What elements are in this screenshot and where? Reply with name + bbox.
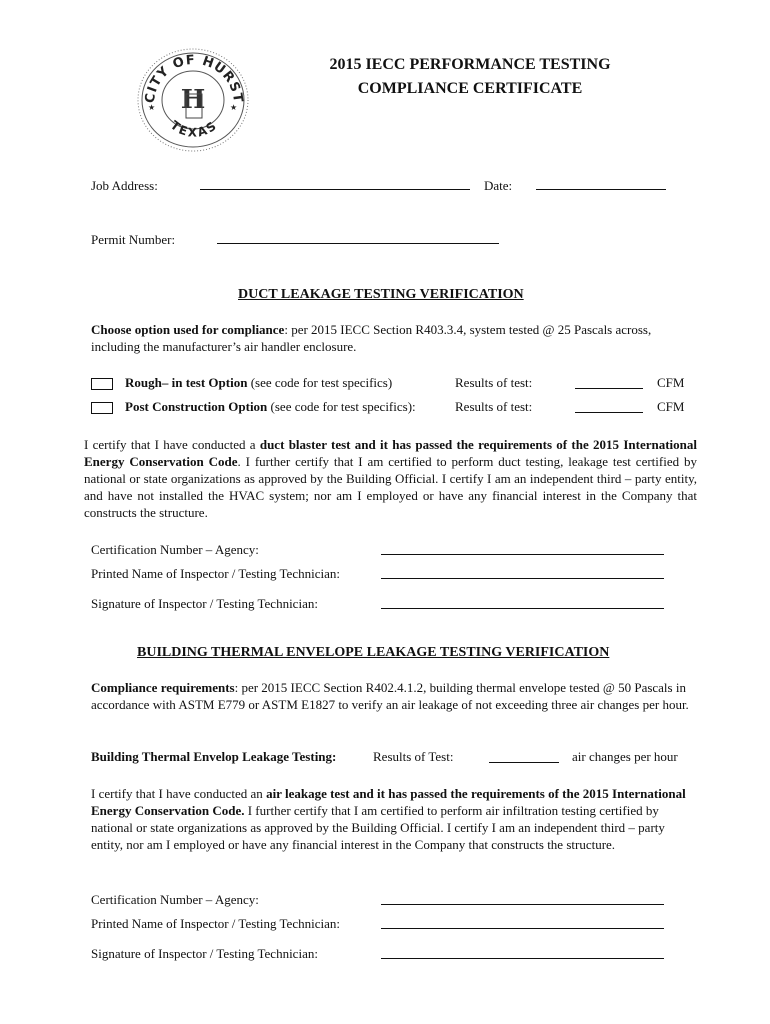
duct-printed-name-field[interactable]	[381, 578, 664, 579]
envelope-signature-label: Signature of Inspector / Testing Technician:	[91, 946, 318, 961]
date-label: Date:	[484, 178, 513, 193]
permit-number-label: Permit Number:	[91, 232, 176, 247]
city-seal-logo	[134, 46, 252, 154]
duct-signature-label: Signature of Inspector / Testing Technician:	[91, 596, 318, 611]
duct-signature-field[interactable]	[381, 608, 664, 609]
job-address-label: Job Address:	[91, 178, 158, 193]
post-construction-results-label: Results of test:	[455, 399, 533, 414]
svg-text:H: H	[180, 85, 206, 115]
duct-printed-name-label: Printed Name of Inspector / Testing Technician:	[91, 566, 340, 581]
duct-certification-number-label: Certification Number – Agency:	[91, 542, 259, 557]
rough-in-results-label: Results of test:	[455, 375, 533, 390]
page-title-line2: COMPLIANCE CERTIFICATE	[357, 80, 583, 97]
duct-section-heading: DUCT LEAKAGE TESTING VERIFICATION	[238, 287, 524, 302]
envelope-unit: air changes per hour	[572, 749, 678, 764]
duct-certification-statement: I certify that I have conducted a duct blaster test and it has passed the requirements of the 2015 International Energy Conservation Code. I further certify that I am certified to perform duct testing, leakage test certified by national or state organizations as approved by the Building Official. I certify I am an independent third – party entity, and have not installed the HVAC system; nor am I employed or have any financial interest in the Company that constructs the structure.	[84, 437, 697, 520]
post-construction-option-checkbox[interactable]	[91, 402, 113, 414]
rough-in-option-checkbox[interactable]	[91, 378, 113, 390]
post-construction-option-label: Post Construction Option (see code for test specifics):	[125, 399, 416, 414]
date-field[interactable]	[536, 189, 666, 190]
envelope-printed-name-field[interactable]	[381, 928, 664, 929]
svg-text:★: ★	[230, 103, 238, 112]
rough-in-unit: CFM	[657, 375, 685, 390]
envelope-signature-field[interactable]	[381, 958, 664, 959]
job-address-field[interactable]	[200, 189, 470, 190]
envelope-compliance-text: Compliance requirements: per 2015 IECC Section R402.4.1.2, building thermal envelope tested @ 50 Pascals in accordance with ASTM E779 or ASTM E1827 to verify an air leakage of not exceeding three air changes per hour.	[91, 680, 689, 712]
duct-compliance-text: Choose option used for compliance: per 2015 IECC Section R403.3.4, system tested @ 25 Pascals across, including the manufacturer’s air handler enclosure.	[91, 322, 652, 354]
page-title-line1: 2015 IECC PERFORMANCE TESTING	[329, 56, 611, 73]
envelope-results-field[interactable]	[489, 762, 559, 763]
permit-number-field[interactable]	[217, 243, 499, 244]
post-construction-results-field[interactable]	[575, 412, 643, 413]
svg-text:CITY OF HURST: CITY OF HURST	[142, 52, 246, 105]
duct-certification-number-field[interactable]	[381, 554, 664, 555]
envelope-certification-statement: I certify that I have conducted an air leakage test and it has passed the requirements of the 2015 International Energy Conservation Code. I further certify that I am certified to perform air infiltration testing certified by national or state organizations as approved by the Building Official. I certify I am an independent third – party entity, nor am I employed or have any financial interest in the Company that constructs the structure.	[91, 786, 686, 852]
envelope-printed-name-label: Printed Name of Inspector / Testing Technician:	[91, 916, 340, 931]
envelope-results-label: Results of Test:	[373, 749, 454, 764]
post-construction-unit: CFM	[657, 399, 685, 414]
svg-text:★: ★	[148, 103, 156, 112]
envelope-certification-number-label: Certification Number – Agency:	[91, 892, 259, 907]
envelope-section-heading: BUILDING THERMAL ENVELOPE LEAKAGE TESTING VERIFICATION	[137, 645, 610, 660]
rough-in-option-label: Rough– in test Option (see code for test specifics)	[125, 375, 393, 390]
svg-text:TEXAS: TEXAS	[167, 117, 221, 140]
envelope-testing-label: Building Thermal Envelop Leakage Testing:	[91, 749, 337, 764]
rough-in-results-field[interactable]	[575, 388, 643, 389]
envelope-certification-number-field[interactable]	[381, 904, 664, 905]
